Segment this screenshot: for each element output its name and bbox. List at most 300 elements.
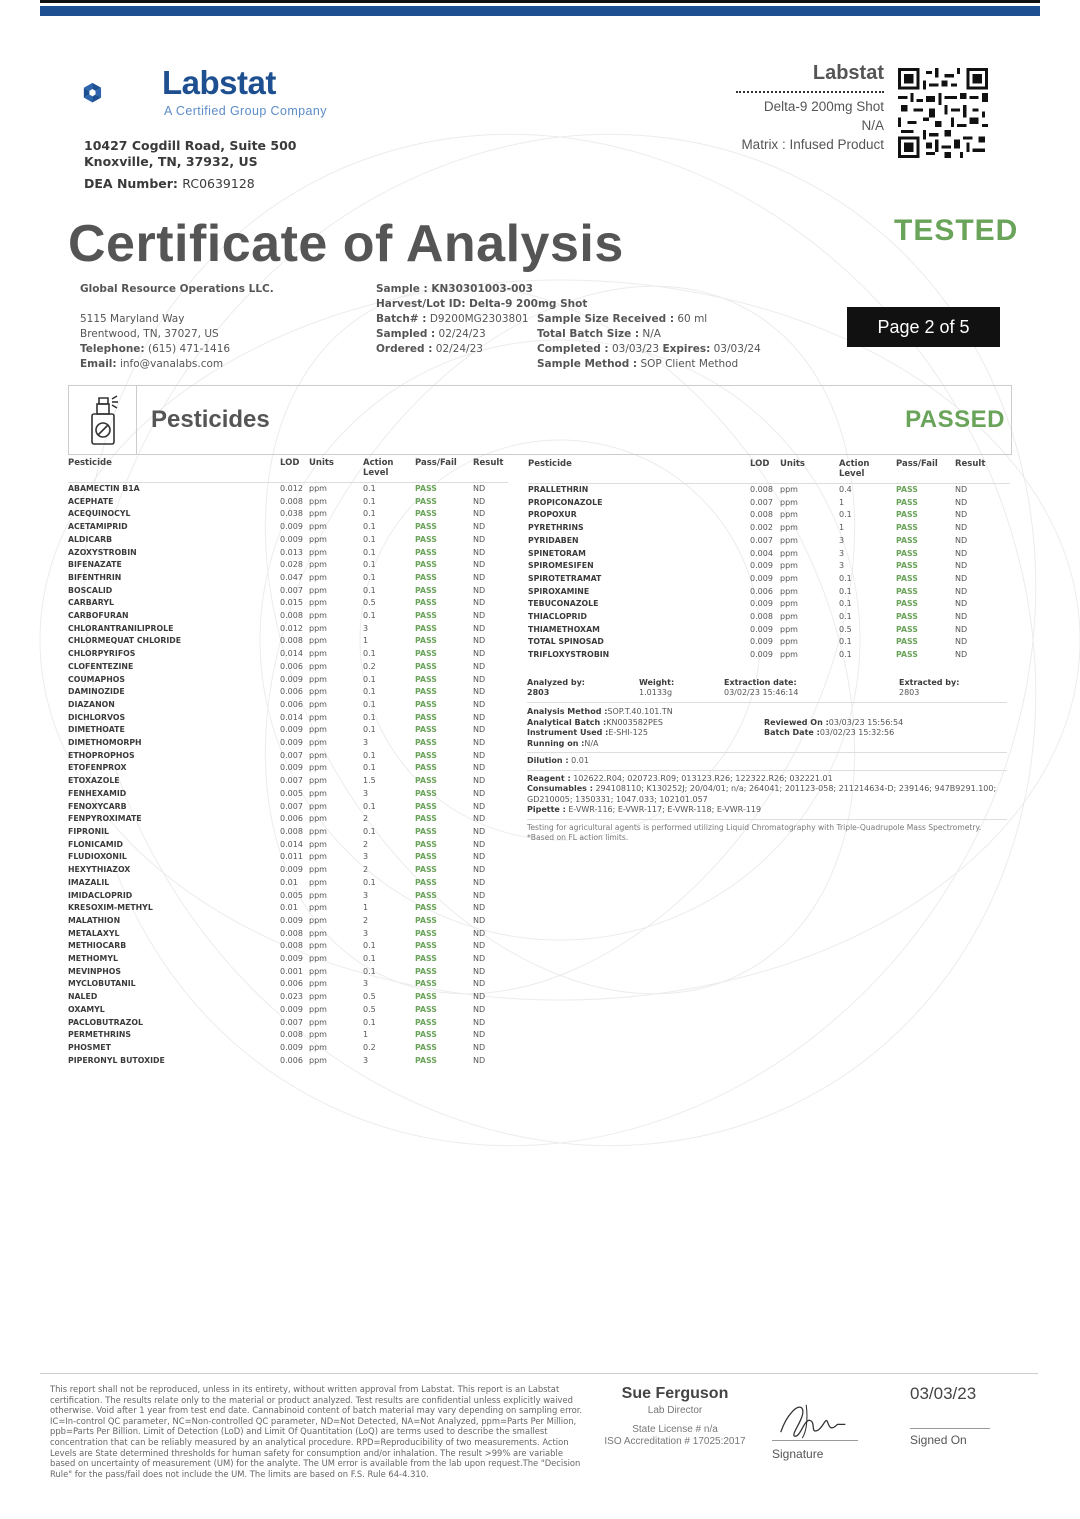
pesticide-name: CHLORPYRIFOS <box>68 649 136 659</box>
qr-code-icon[interactable] <box>897 68 989 158</box>
pass-fail-value: PASS <box>896 535 918 545</box>
lod-value: 0.007 <box>280 776 303 786</box>
pesticide-name: MALATHION <box>68 915 121 925</box>
pesticide-name: SPIROMESIFEN <box>528 561 594 571</box>
pesticide-name: PERMETHRINS <box>68 1030 132 1040</box>
result-value: ND <box>473 865 486 875</box>
pesticide-name: SPIROXAMINE <box>528 586 590 596</box>
pesticides-section-header <box>68 385 1012 455</box>
pass-fail-value: PASS <box>415 941 437 951</box>
lod-value: 0.009 <box>280 534 303 544</box>
pesticide-name: ETOFENPROX <box>68 763 127 773</box>
action-level-value: 3 <box>363 890 369 900</box>
units-value: ppm <box>780 624 798 634</box>
pesticide-table-right <box>528 459 1010 662</box>
pass-fail-value: PASS <box>896 637 918 647</box>
pesticide-name: ACEQUINOCYL <box>68 509 131 519</box>
table-row <box>68 1055 508 1068</box>
brand-name: Labstat <box>162 64 276 101</box>
lod-value: 0.002 <box>750 523 773 533</box>
action-level-value: 2 <box>363 814 369 824</box>
lab-address <box>84 138 296 192</box>
pass-fail-value: PASS <box>415 979 437 989</box>
action-level-value: 3 <box>363 928 369 938</box>
pass-fail-value: PASS <box>415 636 437 646</box>
pesticide-name: ABAMECTIN B1A <box>68 484 140 493</box>
pass-fail-value: PASS <box>415 661 437 671</box>
table-row <box>68 788 508 801</box>
pass-fail-value: PASS <box>415 1004 437 1014</box>
col-result: Result <box>473 458 504 468</box>
extracted-by: Extracted by: 2803 <box>899 678 960 697</box>
result-value: ND <box>473 534 486 544</box>
action-level-value: 0.1 <box>363 509 376 519</box>
col-lod: LOD <box>750 459 770 469</box>
result-value: ND <box>473 801 486 811</box>
col-units: Units <box>780 459 805 469</box>
result-value: ND <box>473 776 486 786</box>
table-row <box>68 864 508 877</box>
table-row <box>68 1017 508 1030</box>
lod-value: 0.012 <box>280 623 303 633</box>
pipette: Pipette : E-VWR-116; E-VWR-117; E-VWR-118; E-VWR-119 <box>527 805 762 814</box>
action-level-value: 0.1 <box>363 954 376 964</box>
pesticide-name: ALDICARB <box>68 534 113 544</box>
total-batch-size: Total Batch Size : N/A <box>537 328 661 340</box>
units-value: ppm <box>309 763 327 773</box>
pesticide-name: FLONICAMID <box>68 839 123 849</box>
table-row <box>528 624 1010 637</box>
product-na: N/A <box>861 118 884 133</box>
units-value: ppm <box>309 611 327 621</box>
pass-fail-value: PASS <box>415 788 437 798</box>
result-value: ND <box>955 573 968 583</box>
pass-fail-value: PASS <box>415 738 437 748</box>
pass-fail-value: PASS <box>415 954 437 964</box>
signed-on-label: Signed On <box>910 1433 967 1447</box>
result-value: ND <box>473 522 486 532</box>
pesticide-name: MEVINPHOS <box>68 966 122 976</box>
lod-value: 0.008 <box>280 941 303 951</box>
lod-value: 0.004 <box>750 548 773 558</box>
client-info <box>80 282 274 372</box>
lod-value: 0.005 <box>280 890 303 900</box>
result-value: ND <box>473 611 486 621</box>
action-level-value: 2 <box>363 865 369 875</box>
table-row <box>528 560 1010 573</box>
units-value: ppm <box>780 637 798 647</box>
weight: Weight: 1.0133g <box>639 678 675 697</box>
sample-id: Sample : KN30301003-003 <box>376 283 533 295</box>
action-level-value: 1 <box>363 903 369 913</box>
action-limit-note: *Based on FL action limits. <box>527 833 629 842</box>
pesticide-name: METHIOCARB <box>68 941 127 951</box>
signer-block <box>596 1385 754 1448</box>
action-level-value: 3 <box>363 1055 369 1065</box>
sample-method: Sample Method : SOP Client Method <box>537 358 739 370</box>
units-value: ppm <box>309 992 327 1002</box>
lod-value: 0.012 <box>280 484 303 493</box>
action-level-value: 0.1 <box>363 585 376 595</box>
result-value: ND <box>473 839 486 849</box>
table-row <box>528 649 1010 662</box>
action-level-value: 0.1 <box>363 547 376 557</box>
lod-value: 0.001 <box>280 966 303 976</box>
consumables: Consumables : 294108110; K130252J; 20/04/01; n/a; 264041; 201123-058; 211214634-D; 239146; 947B9291.100; GD210005; 1350331; 1047.033; 102101.057 <box>527 784 997 804</box>
table-row <box>68 610 508 623</box>
sample-size: Sample Size Received : 60 ml <box>537 313 708 325</box>
page-indicator: Page 2 of 5 <box>847 307 1000 347</box>
action-level-value: 3 <box>363 623 369 633</box>
table-row <box>68 724 508 737</box>
pass-fail-value: PASS <box>896 485 918 494</box>
pass-fail-value: PASS <box>415 547 437 557</box>
lod-value: 0.009 <box>750 573 773 583</box>
completed-expires: Completed : 03/03/23 Expires: 03/03/24 <box>537 343 761 355</box>
iso-accreditation: ISO Accreditation # 17025:2017 <box>604 1436 746 1447</box>
pesticide-name: FLUDIOXONIL <box>68 852 127 862</box>
action-level-value: 0.1 <box>363 966 376 976</box>
reagent: Reagent : 102622.R04; 020723.R09; 013123.R26; 122322.R26; 032221.01 <box>527 773 833 783</box>
result-value: ND <box>955 624 968 634</box>
result-value: ND <box>473 649 486 659</box>
pesticide-name: DAMINOZIDE <box>68 687 125 697</box>
footer-divider <box>40 1373 1038 1374</box>
units-value: ppm <box>309 661 327 671</box>
pesticide-name: PYRETHRINS <box>528 523 584 533</box>
units-value: ppm <box>309 522 327 532</box>
units-value: ppm <box>309 585 327 595</box>
pass-fail-value: PASS <box>415 877 437 887</box>
action-level-value: 0.5 <box>363 1004 376 1014</box>
table-row <box>68 813 508 826</box>
signer-name: Sue Ferguson <box>621 1385 729 1402</box>
pesticide-name: HEXYTHIAZOX <box>68 865 131 875</box>
units-value: ppm <box>780 548 798 558</box>
units-value: ppm <box>309 928 327 938</box>
action-level-value: 0.1 <box>839 586 852 596</box>
pesticide-name: NALED <box>68 992 98 1002</box>
units-value: ppm <box>309 877 327 887</box>
lod-value: 0.008 <box>750 612 773 622</box>
pesticide-name: CLOFENTEZINE <box>68 661 134 671</box>
col-action-level: Action Level <box>363 458 394 478</box>
col-action-level: Action Level <box>839 459 870 479</box>
table-row <box>68 585 508 598</box>
pass-fail-value: PASS <box>896 548 918 558</box>
lod-value: 0.008 <box>280 1030 303 1040</box>
col-passfail: Pass/Fail <box>896 459 938 469</box>
pass-fail-value: PASS <box>415 725 437 735</box>
table-row <box>68 750 508 763</box>
pass-fail-value: PASS <box>415 915 437 925</box>
col-pesticide: Pesticide <box>528 459 572 469</box>
table-row <box>528 497 1010 510</box>
lod-value: 0.009 <box>750 624 773 634</box>
lod-value: 0.009 <box>280 763 303 773</box>
result-value: ND <box>473 509 486 519</box>
pesticide-name: PROPOXUR <box>528 510 577 520</box>
result-value: ND <box>473 585 486 595</box>
signer-role: Lab Director <box>647 1405 703 1416</box>
result-value: ND <box>955 599 968 609</box>
pesticide-name: PACLOBUTRAZOL <box>68 1017 143 1027</box>
pesticide-name: CARBARYL <box>68 598 114 608</box>
action-level-value: 0.1 <box>839 573 852 583</box>
result-value: ND <box>955 485 968 494</box>
lod-value: 0.011 <box>280 852 303 862</box>
product-header <box>736 62 884 154</box>
action-level-value: 3 <box>839 535 845 545</box>
result-value: ND <box>473 496 486 506</box>
action-level-value: 0.1 <box>363 496 376 506</box>
pass-fail-value: PASS <box>415 865 437 875</box>
pesticide-name: COUMAPHOS <box>68 674 125 684</box>
result-value: ND <box>473 560 486 570</box>
instrument-used: Instrument Used :E-SHI-125 <box>527 728 648 737</box>
units-value: ppm <box>309 814 327 824</box>
pesticide-name: DICHLORVOS <box>68 712 126 722</box>
pesticide-name: PHOSMET <box>68 1042 111 1052</box>
pass-fail-value: PASS <box>896 510 918 520</box>
table-row <box>68 1042 508 1055</box>
pesticide-name: ACETAMIPRID <box>68 522 128 532</box>
table-row <box>68 826 508 839</box>
action-level-value: 0.2 <box>363 1042 376 1052</box>
result-value: ND <box>473 979 486 989</box>
result-value: ND <box>473 788 486 798</box>
table-row <box>68 890 508 903</box>
ordered-date: Ordered : 02/24/23 <box>376 343 483 355</box>
lod-value: 0.009 <box>280 725 303 735</box>
result-value: ND <box>473 992 486 1002</box>
result-value: ND <box>473 484 486 493</box>
pass-fail-value: PASS <box>896 612 918 622</box>
units-value: ppm <box>309 649 327 659</box>
pass-fail-value: PASS <box>415 1017 437 1027</box>
table-row <box>528 586 1010 599</box>
table-row <box>68 686 508 699</box>
lod-value: 0.009 <box>750 650 773 660</box>
units-value: ppm <box>309 966 327 976</box>
lod-value: 0.007 <box>750 497 773 507</box>
result-value: ND <box>473 661 486 671</box>
lod-value: 0.006 <box>280 979 303 989</box>
units-value: ppm <box>309 687 327 697</box>
pass-fail-value: PASS <box>415 598 437 608</box>
lod-value: 0.014 <box>280 649 303 659</box>
table-row <box>528 573 1010 586</box>
units-value: ppm <box>309 636 327 646</box>
units-value: ppm <box>309 941 327 951</box>
result-value: ND <box>473 572 486 582</box>
method-note: Testing for agricultural agents is performed utilizing Liquid Chromatography with Triple-Quadrupole Mass Spectrometry. <box>527 822 982 832</box>
units-value: ppm <box>309 1055 327 1065</box>
pass-fail-value: PASS <box>896 586 918 596</box>
pass-fail-value: PASS <box>415 585 437 595</box>
pass-fail-value: PASS <box>415 649 437 659</box>
pass-fail-value: PASS <box>415 687 437 697</box>
units-value: ppm <box>780 650 798 660</box>
table-row <box>68 508 508 521</box>
units-value: ppm <box>309 750 327 760</box>
signed-date: 03/03/23 <box>910 1384 977 1403</box>
pesticide-name: CHLORMEQUAT CHLORIDE <box>68 636 182 646</box>
table-row <box>68 851 508 864</box>
units-value: ppm <box>309 725 327 735</box>
pesticide-name: IMIDACLOPRID <box>68 890 133 900</box>
units-value: ppm <box>309 890 327 900</box>
pass-fail-value: PASS <box>896 573 918 583</box>
pesticide-name: SPIROTETRAMAT <box>528 573 602 583</box>
units-value: ppm <box>309 954 327 964</box>
units-value: ppm <box>309 852 327 862</box>
table-row <box>68 737 508 750</box>
result-value: ND <box>473 954 486 964</box>
pass-fail-value: PASS <box>896 497 918 507</box>
result-value: ND <box>473 598 486 608</box>
pesticide-name: OXAMYL <box>68 1004 105 1014</box>
action-level-value: 0.1 <box>363 801 376 811</box>
action-level-value: 0.1 <box>363 826 376 836</box>
section-title: Pesticides <box>151 406 270 433</box>
table-row <box>68 775 508 788</box>
action-level-value: 3 <box>363 738 369 748</box>
units-value: ppm <box>309 1030 327 1040</box>
lod-value: 0.047 <box>280 572 303 582</box>
pass-fail-value: PASS <box>415 522 437 532</box>
address-line2: Knoxville, TN, 37932, US <box>84 154 258 169</box>
brand-tagline: A Certified Group Company <box>164 104 327 118</box>
harvest-lot: Harvest/Lot ID: Delta-9 200mg Shot <box>376 298 588 310</box>
units-value: ppm <box>780 586 798 596</box>
pass-fail-value: PASS <box>415 890 437 900</box>
table-row <box>528 522 1010 535</box>
action-level-value: 0.1 <box>839 599 852 609</box>
pass-fail-value: PASS <box>415 674 437 684</box>
lod-value: 0.013 <box>280 547 303 557</box>
units-value: ppm <box>309 979 327 989</box>
disclaimer: This report shall not be reproduced, unless in its entirety, without written approval from Labstat. This report is an Labstat certification. The results relate only to the material or product analyzed. Test results are confidential unless explicitly waived otherwise. Void after 1 year from test end date. Cannabinoid content of batch material may vary depending on sampling error. IC=In-control QC parameter, NC=Non-controlled QC parameter, ND=Not Detected, NA=Not Analyzed, ppm=Parts Per Million, ppb=Parts Per Billion. Limit of Detection (LoD) and Limit Of Quantitation (LoQ) are terms used to describe the smallest concentration that can be reliably measured by an analytical procedure. RPD=Reproducibility of two measurements. Action Levels are State determined thresholds for human safety for consumption and/or inhalation. The result >99% are variable based on uncertainty of measurement (UM) for the analyte. The UM error is available from the lab upon request.The "Decision Rule" for the pass/fail does not include the UM. The limits are based on F.S. Rule 64-4.310. <box>50 1384 583 1479</box>
result-value: ND <box>473 738 486 748</box>
units-value: ppm <box>309 801 327 811</box>
labstat-logo-icon <box>82 58 162 128</box>
action-level-value: 2 <box>363 839 369 849</box>
units-value: ppm <box>309 903 327 913</box>
table-row <box>68 521 508 534</box>
lod-value: 0.01 <box>280 903 298 913</box>
section-result: PASSED <box>905 406 1005 433</box>
action-level-value: 1 <box>839 523 845 533</box>
units-value: ppm <box>309 1017 327 1027</box>
pesticide-name: PROPICONAZOLE <box>528 497 603 507</box>
client-email: Email: info@vanalabs.com <box>80 358 224 370</box>
action-level-value: 0.1 <box>363 725 376 735</box>
pesticide-name: BIFENAZATE <box>68 560 122 570</box>
pass-fail-value: PASS <box>415 801 437 811</box>
pass-fail-value: PASS <box>415 611 437 621</box>
table-row <box>68 699 508 712</box>
pesticide-name: PIPERONYL BUTOXIDE <box>68 1055 165 1065</box>
action-level-value: 0.1 <box>363 941 376 951</box>
product-matrix: Matrix : Infused Product <box>741 137 884 152</box>
pesticide-name: FENOXYCARB <box>68 801 127 811</box>
table-row <box>528 598 1010 611</box>
action-level-value: 3 <box>363 788 369 798</box>
table-row <box>68 712 508 725</box>
pesticide-name: TEBUCONAZOLE <box>528 599 599 609</box>
table-row <box>68 623 508 636</box>
lod-value: 0.006 <box>280 661 303 671</box>
analysis-method: Analysis Method :SOP.T.40.101.TN <box>527 707 673 716</box>
units-value: ppm <box>780 612 798 622</box>
lod-value: 0.007 <box>280 1017 303 1027</box>
lod-value: 0.009 <box>750 561 773 571</box>
table-row <box>68 877 508 890</box>
pesticide-name: TOTAL SPINOSAD <box>528 637 604 647</box>
pesticide-name: BIFENTHRIN <box>68 572 122 582</box>
result-value: ND <box>473 1017 486 1027</box>
pass-fail-value: PASS <box>415 966 437 976</box>
signature-label: Signature <box>772 1447 824 1461</box>
action-level-value: 0.1 <box>363 877 376 887</box>
action-level-value: 0.5 <box>839 624 852 634</box>
pesticide-name: SPINETORAM <box>528 548 586 558</box>
action-level-value: 0.1 <box>363 763 376 773</box>
pesticide-name: ETOXAZOLE <box>68 776 120 786</box>
units-value: ppm <box>309 712 327 722</box>
client-name: Global Resource Operations LLC. <box>80 283 274 295</box>
action-level-value: 0.1 <box>363 572 376 582</box>
units-value: ppm <box>309 776 327 786</box>
table-row <box>68 928 508 941</box>
action-level-value: 0.1 <box>363 712 376 722</box>
table-row <box>528 535 1010 548</box>
col-passfail: Pass/Fail <box>415 458 457 468</box>
action-level-value: 0.1 <box>839 650 852 660</box>
pesticide-name: METHOMYL <box>68 954 118 964</box>
table-row <box>68 801 508 814</box>
result-value: ND <box>955 510 968 520</box>
units-value: ppm <box>309 623 327 633</box>
result-value: ND <box>473 814 486 824</box>
lod-value: 0.009 <box>280 674 303 684</box>
units-value: ppm <box>309 826 327 836</box>
table-row <box>68 547 508 560</box>
action-level-value: 3 <box>839 548 845 558</box>
pesticide-name: PRALLETHRIN <box>528 485 589 494</box>
table-row <box>68 839 508 852</box>
result-value: ND <box>473 547 486 557</box>
lod-value: 0.009 <box>280 1042 303 1052</box>
pesticide-name: BOSCALID <box>68 585 113 595</box>
result-value: ND <box>473 966 486 976</box>
table-row <box>68 953 508 966</box>
action-level-value: 0.1 <box>363 687 376 697</box>
action-level-value: 0.5 <box>363 992 376 1002</box>
table-row <box>68 496 508 509</box>
lod-value: 0.008 <box>280 496 303 506</box>
pass-fail-value: PASS <box>415 509 437 519</box>
action-level-value: 0.1 <box>363 560 376 570</box>
action-level-value: 0.1 <box>363 611 376 621</box>
result-value: ND <box>955 523 968 533</box>
pass-fail-value: PASS <box>415 496 437 506</box>
pesticide-name: FENPYROXIMATE <box>68 814 142 824</box>
table-row <box>68 534 508 547</box>
sampled-date: Sampled : 02/24/23 <box>376 328 486 340</box>
units-value: ppm <box>309 484 327 493</box>
